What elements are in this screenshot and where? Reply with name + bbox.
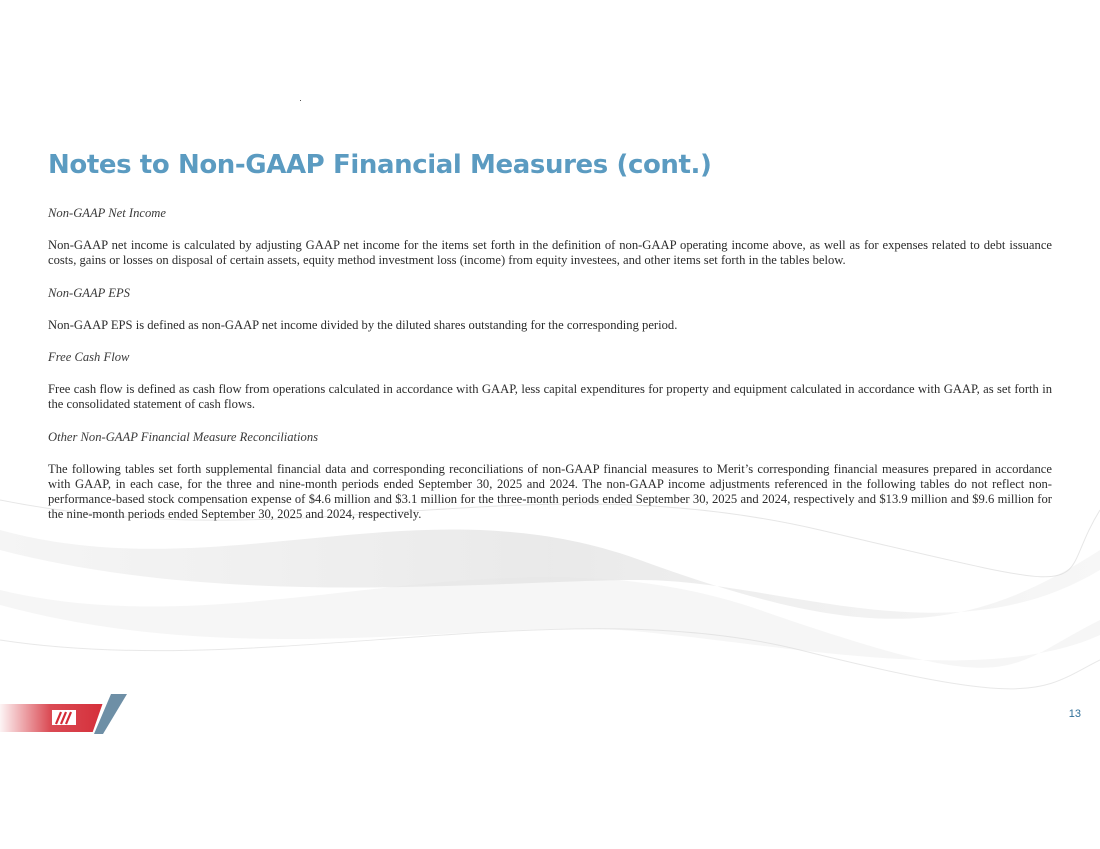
section-body-free-cash-flow: Free cash flow is defined as cash flow from operations calculated in accordance with GAAP, less capital expenditures for property and equipment calculated in accordance with GAAP, as set forth in the consolidated statement of cash flows.	[48, 382, 1052, 412]
decorative-dot	[300, 100, 301, 101]
section-heading-non-gaap-eps: Non-GAAP EPS	[48, 285, 130, 300]
page-title: Notes to Non-GAAP Financial Measures (cont.)	[48, 150, 712, 180]
section-heading-other-reconciliations: Other Non-GAAP Financial Measure Reconciliations	[48, 429, 319, 444]
section-body-other-reconciliations: The following tables set forth supplemental financial data and corresponding reconciliations of non-GAAP financial measures to Merit’s corresponding financial measures prepared in accordance with GAAP, in each case, for the three and nine-month periods ended September 30, 2025 and 2024. The non-GAAP income adjustments referenced in the following tables do not reflect non-performance-based stock compensation expense of $4.6 million and $3.1 million for the three-month periods ended September 30, 2025 and 2024, respectively and $13.9 million and $9.6 million for the nine-month periods ended September 30, 2025 and 2024, respectively.	[48, 461, 1052, 522]
merit-logo-icon	[0, 694, 130, 734]
section-body-non-gaap-eps: Non-GAAP EPS is defined as non-GAAP net income divided by the diluted shares outstanding for the corresponding period.	[48, 317, 678, 332]
notes-content	[48, 206, 1052, 540]
section-heading-free-cash-flow: Free Cash Flow	[48, 350, 130, 365]
page-number: 13	[1068, 708, 1081, 720]
section-heading-non-gaap-net-income: Non-GAAP Net Income	[48, 206, 166, 220]
section-body-non-gaap-net-income: Non-GAAP net income is calculated by adjusting GAAP net income for the items set forth in the definition of non-GAAP operating income above, as well as for expenses related to debt issuance costs, gains or losses on disposal of certain assets, equity method investment loss (income) from equity investees, and other items set forth in the tables below.	[48, 238, 1052, 268]
